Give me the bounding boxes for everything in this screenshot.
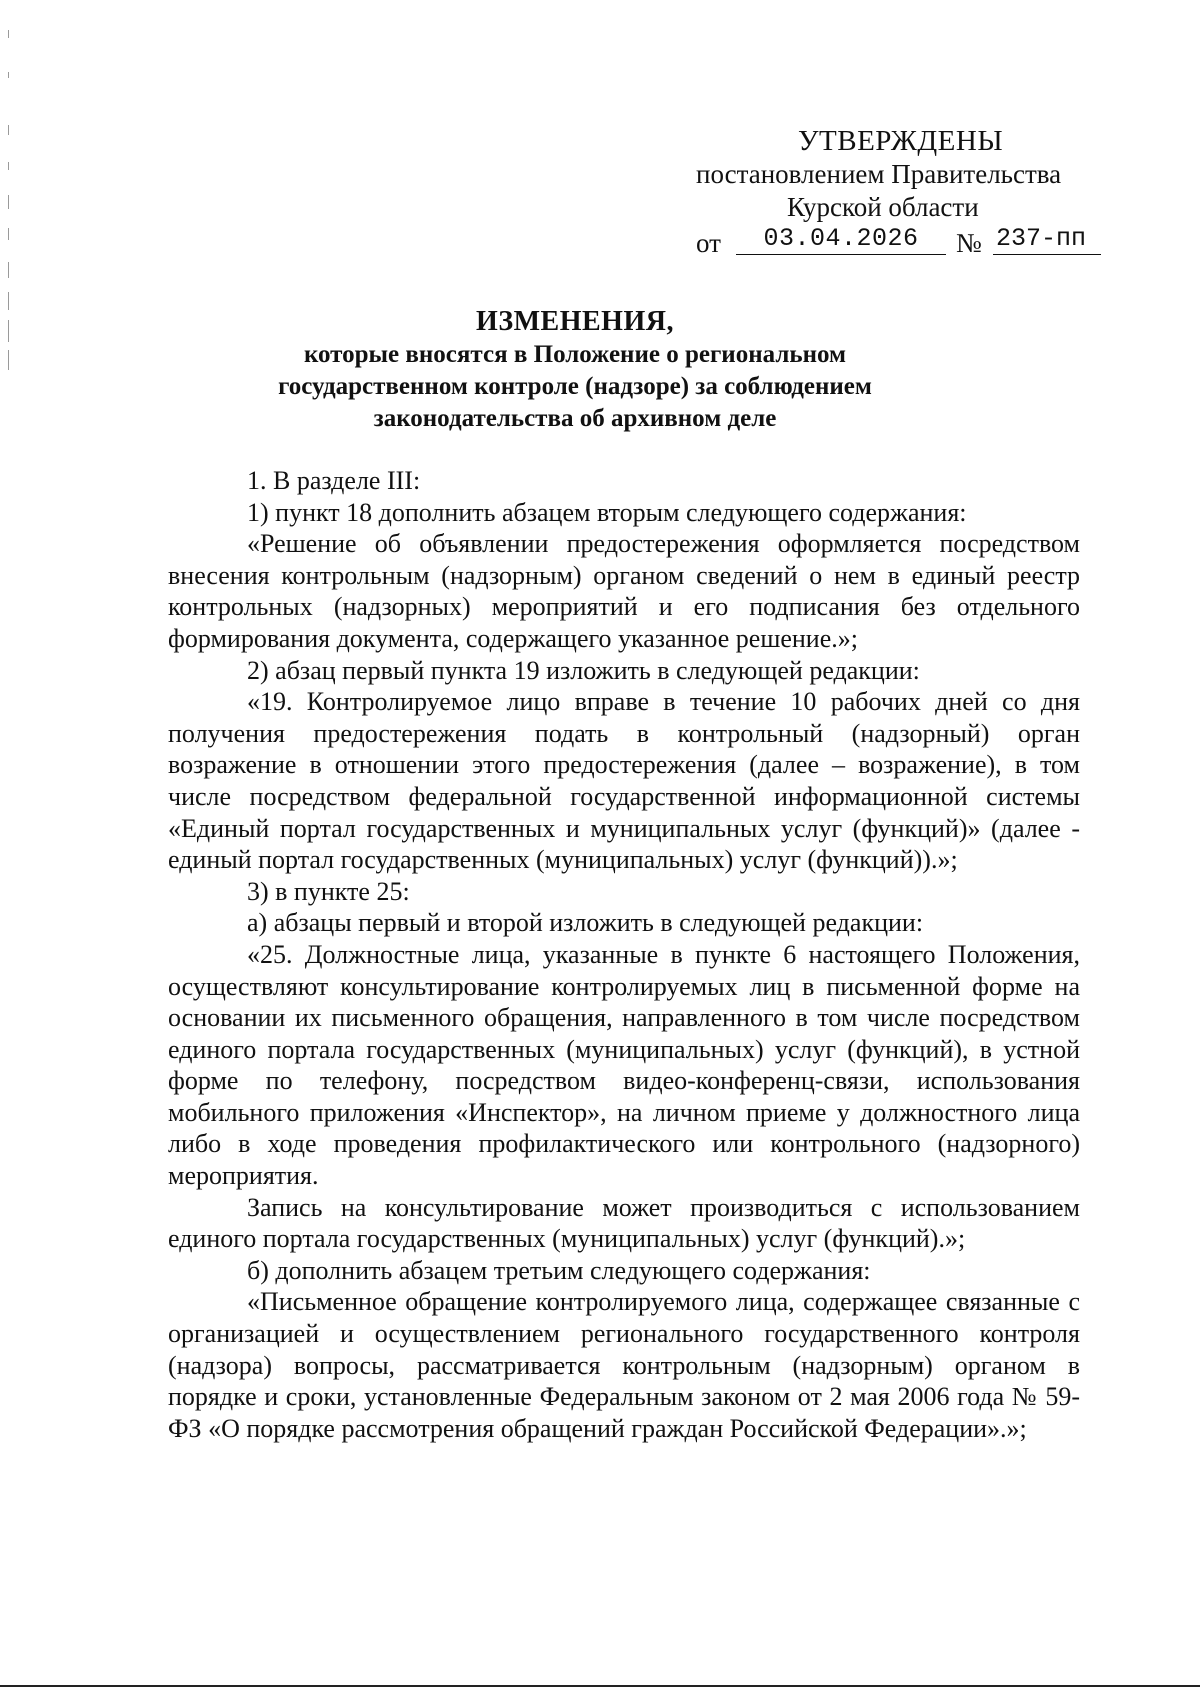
approval-date-row <box>696 224 1096 260</box>
paragraph: 2) абзац первый пункта 19 изложить в следующей редакции: <box>247 655 920 685</box>
paragraph: «Письменное обращение контролируемого лица, содержащее связанные с организацией и осуществлением регионального государственного контроля (надзора) вопросы, рассматривается контрольным (надзорным) органом в порядке и сроки, установленные Федеральным законом от 2 мая 2006 года № 59-ФЗ «О порядке рассмотрения обращений граждан Российской Федерации».»; <box>168 1287 1080 1443</box>
approval-number: 237-пп <box>993 222 1101 255</box>
paragraph: «Решение об объявлении предостережения оформляется посредством внесения контрольным (надзорным) органом сведений о нем в единый реестр контрольных (надзорных) мероприятий и его подписания без отдельного формирования документа, содержащего указанное решение.»; <box>168 529 1080 653</box>
paragraph: «19. Контролируемое лицо вправе в течение 10 рабочих дней со дня получения предостережения подать в контрольный (надзорный) орган возражение в отношении этого предостережения (далее – возражение), в том числе посредством федеральной государственной информационной системы «Единый портал государственных и муниципальных услуг (функций)» (далее - единый портал государственных (муниципальных) услуг (функций)).»; <box>168 687 1080 875</box>
heading-title: ИЗМЕНЕНИЯ, <box>476 306 674 337</box>
approval-authority: постановлением Правительства <box>696 159 1062 189</box>
paragraph: б) дополнить абзацем третьим следующего содержания: <box>247 1255 871 1285</box>
approval-stamp <box>690 125 1110 257</box>
paragraph: 1) пункт 18 дополнить абзацем вторым следующего содержания: <box>247 497 967 527</box>
approval-region: Курской области <box>787 192 979 222</box>
page-bottom-rule <box>0 1685 1200 1687</box>
document-heading <box>180 305 970 435</box>
paragraph: «25. Должностные лица, указанные в пункте 6 настоящего Положения, осуществляют консультирование контролируемых лиц в письменной форме на основании их письменного обращения, направленного в том числе посредством единого портала государственных (муниципальных) услуг (функций), в устной форме по телефону, посредством видео-конференц-связи, использования мобильного приложения «Инспектор», на личном приеме у должностного лица либо в ходе проведения профилактического или контрольного (надзорного) мероприятия. <box>168 939 1080 1191</box>
heading-subtitle-line: государственном контроле (надзоре) за соблюдением <box>278 373 872 400</box>
heading-subtitle-line: законодательства об архивном деле <box>373 405 777 432</box>
paragraph: 1. В разделе III: <box>247 466 421 495</box>
document-body <box>168 465 1080 1444</box>
number-prefix: № <box>956 228 982 258</box>
date-prefix: от <box>696 228 721 258</box>
paragraph: 3) в пункте 25: <box>247 876 410 906</box>
heading-subtitle-line: которые вносятся в Положение о региональном <box>303 341 847 368</box>
approval-date: 03.04.2026 <box>736 222 946 255</box>
approval-title: УТВЕРЖДЕНЫ <box>798 125 1004 157</box>
paragraph: а) абзацы первый и второй изложить в следующей редакции: <box>247 908 924 938</box>
scan-edge-marks <box>8 30 11 370</box>
paragraph: Запись на консультирование может производиться с использованием единого портала государственных (муниципальных) услуг (функций).»; <box>168 1192 1080 1254</box>
